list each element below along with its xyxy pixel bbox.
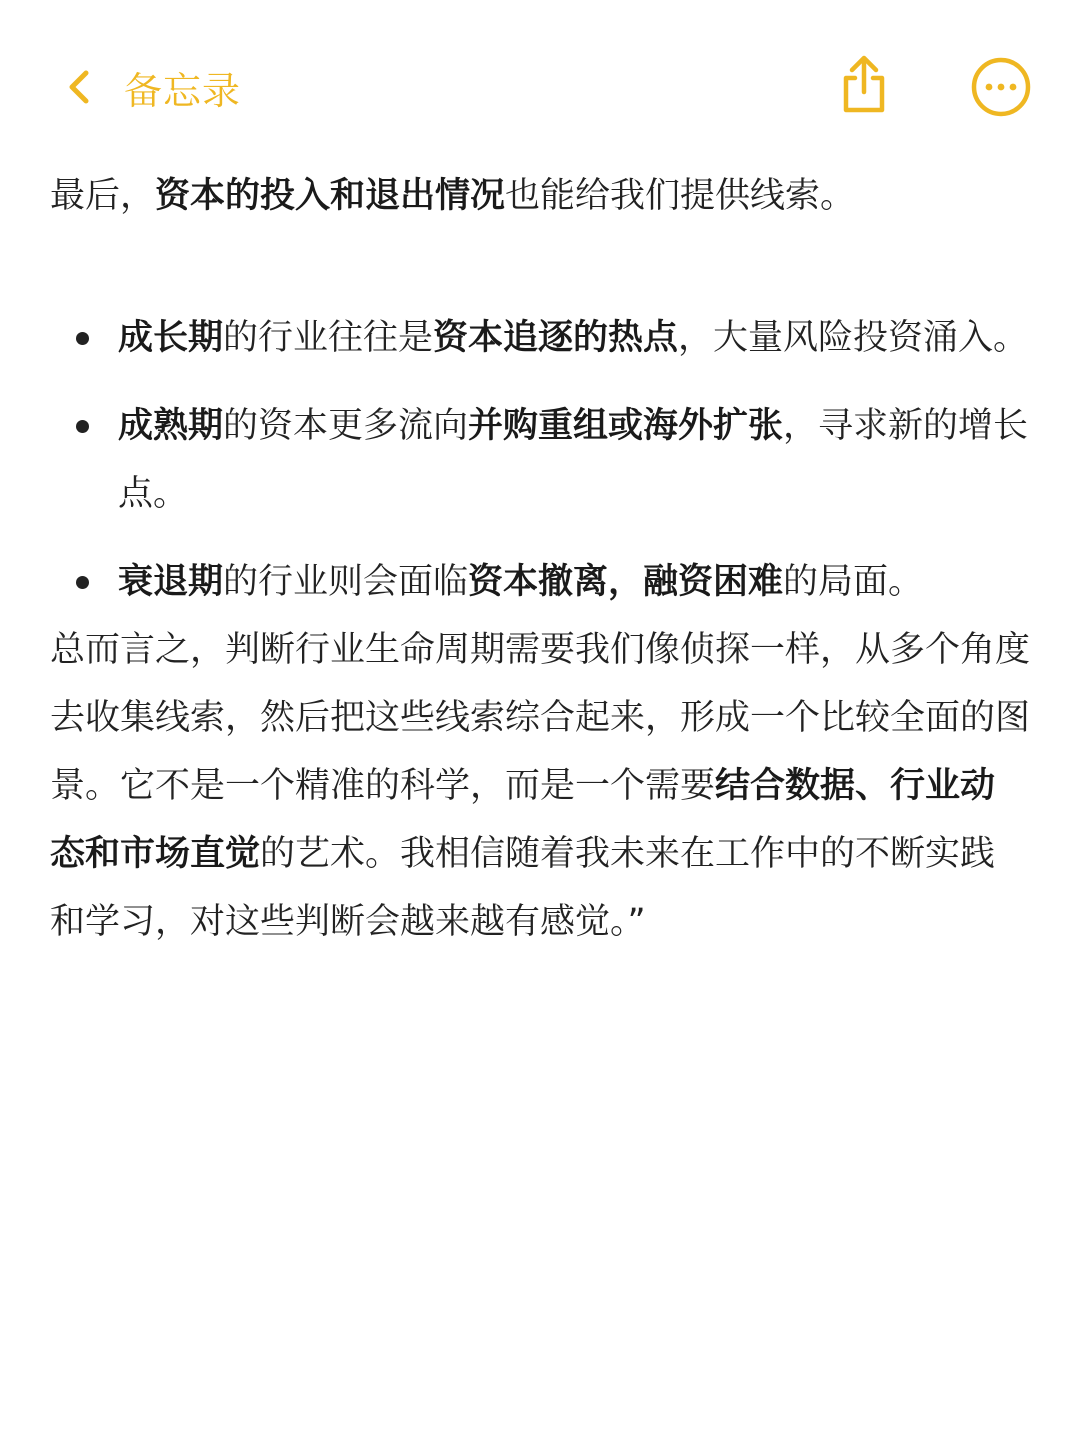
item-bold: 资本撤离，融资困难 [468,562,784,602]
item-text: ，大量风险投资涌入。 [678,318,1029,358]
navigation-bar [0,0,1080,160]
item-text: ，寻求新的增长点。 [118,406,1029,514]
intro-bold: 资本的投入和退出情况 [155,176,506,216]
more-button[interactable] [970,56,1032,118]
intro-text: 最后， [50,176,156,216]
summary-paragraph [50,616,1030,956]
item-bold: 资本追逐的热点 [433,318,679,358]
summary-text: 的艺术。我相信随着我未来在工作中的不断实践和学习，对这些判断会越来越有感觉。” [50,834,996,942]
item-bold: 并购重组或海外扩张 [468,406,784,446]
stage-term: 衰退期 [118,562,224,602]
bullet-dot-icon [76,420,89,433]
note-body[interactable] [50,162,1030,956]
summary-bold: 结合数据、行业动态和市场直觉 [50,766,996,874]
list-item [50,548,1030,616]
chevron-left-icon [58,65,102,109]
item-text: 的行业则会面临 [223,562,469,602]
item-text: 的局面。 [783,562,924,602]
stage-term: 成长期 [118,318,224,358]
stage-term: 成熟期 [118,406,224,446]
back-button[interactable] [58,52,241,122]
bullet-list [50,304,1030,616]
share-button[interactable] [834,52,894,116]
bullet-dot-icon [76,332,89,345]
list-item [50,392,1030,528]
item-text: 的行业往往是 [223,318,434,358]
intro-paragraph [50,162,1030,230]
list-item [50,304,1030,372]
item-text: 的资本更多流向 [223,406,469,446]
more-icon [970,56,1032,118]
share-icon [834,52,894,116]
bullet-dot-icon [76,576,89,589]
intro-text: 也能给我们提供线索。 [505,176,856,216]
summary-text: 总而言之，判断行业生命周期需要我们像侦探一样，从多个角度去收集线索，然后把这些线索综合起来，形成一个比较全面的图景。它不是一个精准的科学，而是一个需要 [50,630,1031,806]
back-label: 备忘录 [124,68,242,113]
